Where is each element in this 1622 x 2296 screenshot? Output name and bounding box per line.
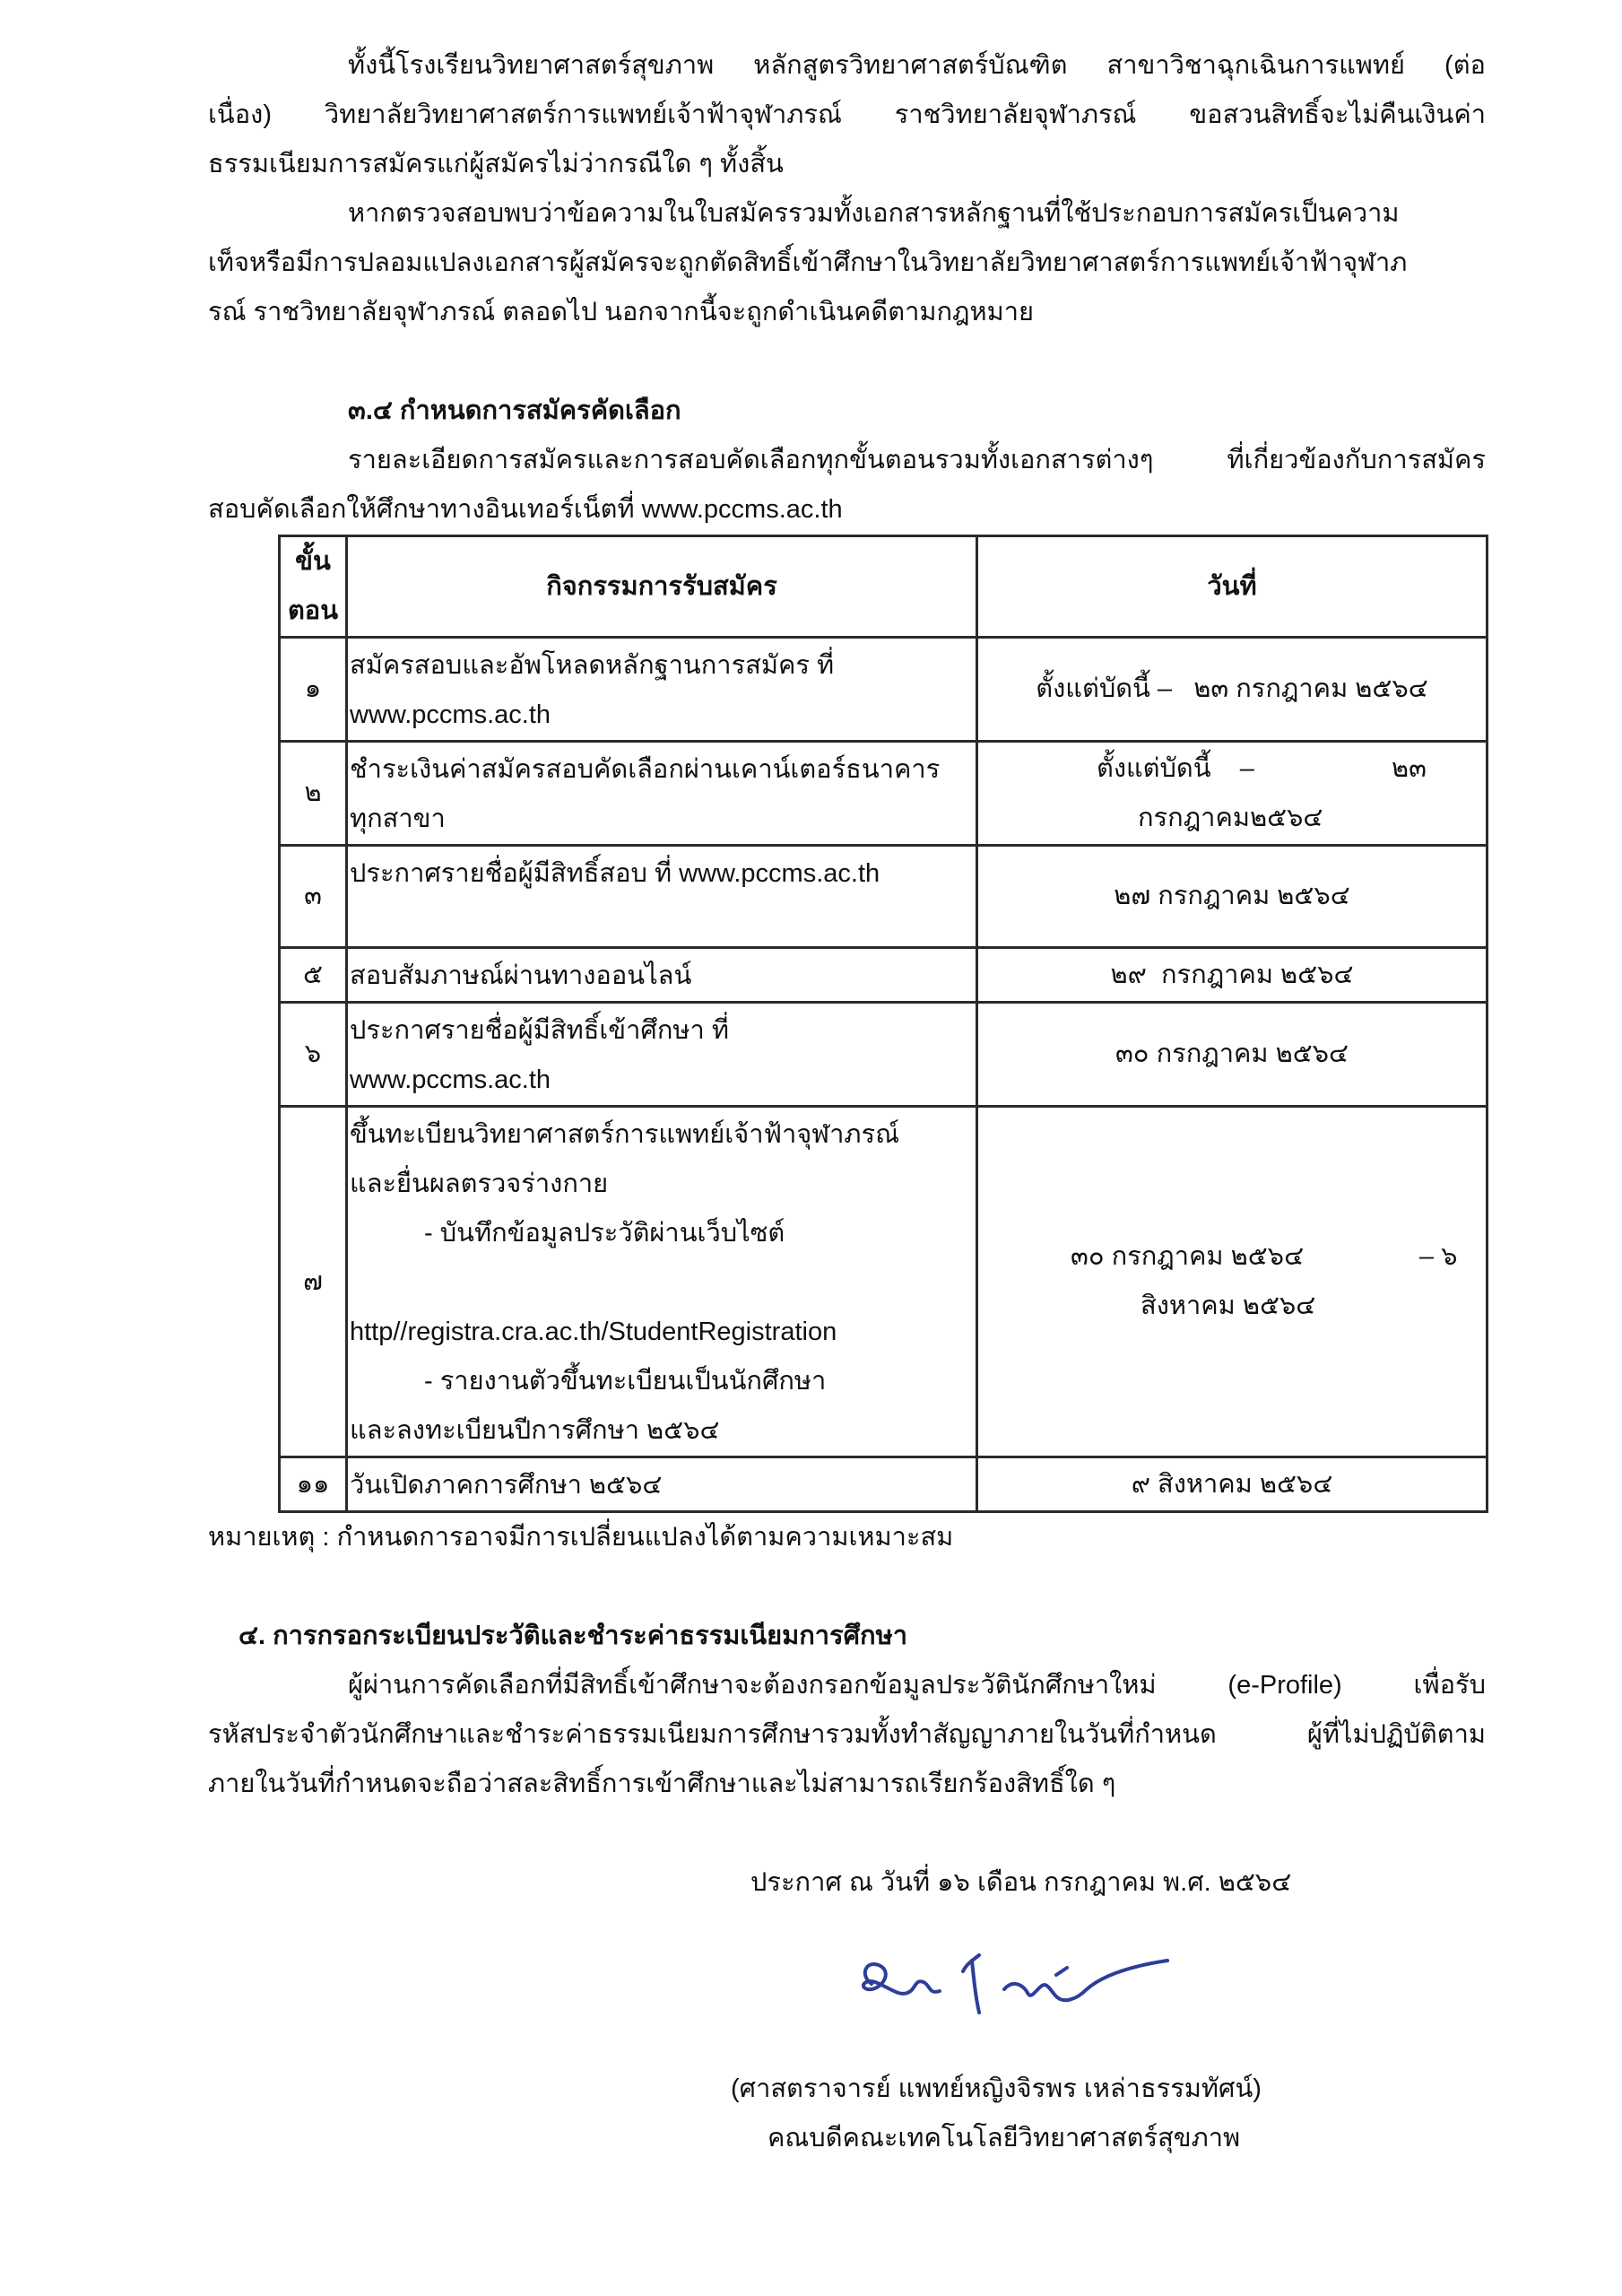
table-note: หมายเหตุ : กำหนดการอาจมีการเปลี่ยนแปลงได้ตามความเหมาะสม — [208, 1523, 954, 1552]
line-word: ราชวิทยาลัยจุฬาภรณ์ — [894, 100, 1137, 129]
table-row — [280, 948, 1488, 1003]
table-header-row — [280, 536, 1488, 638]
section-heading: ๔. การกรอกระเบียนประวัติและชำระค่าธรรมเนียมการศึกษา — [239, 1622, 907, 1650]
activity-line: ชำระเงินค่าสมัครสอบคัดเลือกผ่านเคาน์เตอร์ธนาคาร — [350, 755, 941, 784]
date-line: ตั้งแต่บัดนี้ – ๒๓ กรกฎาคม ๒๕๖๔ — [1036, 674, 1428, 703]
date-line: ๒๗ กรกฎาคม ๒๕๖๔ — [1114, 882, 1350, 910]
line-word: รหัสประจำตัวนักศึกษาและชำระค่าธรรมเนียมการศึกษารวมทั้งทำสัญญาภายในวันที่กำหนด — [208, 1720, 1217, 1749]
activity-line: สมัครสอบและอัพโหลดหลักฐานการสมัคร ที่ — [350, 651, 835, 680]
line-word: หลักสูตรวิทยาศาสตร์บัณฑิต — [753, 51, 1068, 80]
document-body — [208, 41, 1486, 2163]
step-number: ๕ — [280, 948, 347, 1003]
paragraph-line: ภายในวันที่กำหนดจะถือว่าสละสิทธิ์การเข้าศึกษาและไม่สามารถเรียกร้องสิทธิ์ใด ๆ — [208, 1770, 1116, 1798]
paragraph-line: เท็จหรือมีการปลอมแปลงเอกสารผู้สมัครจะถูกตัดสิทธิ์เข้าศึกษาในวิทยาลัยวิทยาศาสตร์การแพทย์เจ้าฟ้าจุฬาภ — [208, 248, 1408, 277]
activity-line: ประกาศรายชื่อผู้มีสิทธิ์เข้าศึกษา ที่ — [350, 1016, 729, 1045]
line-word: ทั้งนี้โรงเรียนวิทยาศาสตร์สุขภาพ — [348, 51, 715, 80]
activity-line: ประกาศรายชื่อผู้มีสิทธิ์สอบ ที่ www.pccms.ac.th — [350, 859, 880, 888]
paragraph-line — [208, 41, 1486, 91]
spacer — [208, 1809, 1486, 1858]
date-cell — [977, 846, 1488, 948]
signatory-name: (ศาสตราจารย์ แพทย์หญิงจิรพร เหล่าธรรมทัศน์) — [731, 2074, 1262, 2103]
spacer — [350, 1258, 976, 1308]
date-line: กรกฎาคม๒๕๖๔ — [1138, 803, 1323, 832]
date-line: ๙ สิงหาคม ๒๕๖๔ — [1131, 1469, 1333, 1499]
step-number: ๑ — [280, 638, 347, 742]
line-word: ผู้ที่ไม่ปฏิบัติตาม — [1306, 1720, 1486, 1749]
line-word: (ต่อ — [1444, 51, 1486, 80]
table-row — [280, 1003, 1488, 1107]
paragraph-line: ธรรมเนียมการสมัครแก่ผู้สมัครไม่ว่ากรณีใด ๆ ทั้งสิ้น — [208, 150, 784, 178]
step-number: ๗ — [280, 1107, 347, 1457]
date-line: ๓๐ กรกฎาคม ๒๕๖๔ — [1115, 1039, 1349, 1068]
line-word: (e-Profile) — [1227, 1671, 1342, 1700]
announcement-date: ประกาศ ณ วันที่ ๑๖ เดือน กรกฎาคม พ.ศ. ๒๕๖๔ — [750, 1868, 1292, 1897]
schedule-table — [278, 535, 1488, 1513]
step-number: ๓ — [280, 846, 347, 948]
signature — [852, 1934, 1184, 2032]
activity-subitem: - รายงานตัวขึ้นทะเบียนเป็นนักศึกษา — [424, 1367, 827, 1396]
line-word: สาขาวิชาฉุกเฉินการแพทย์ — [1106, 51, 1406, 80]
date-cell — [977, 948, 1488, 1003]
line-word: ที่เกี่ยวข้องกับการสมัคร — [1227, 446, 1486, 474]
line-word: ขอสวนสิทธิ์จะไม่คืนเงินค่า — [1189, 100, 1486, 129]
signature-stroke — [1056, 1968, 1067, 1975]
table-row — [280, 1107, 1488, 1457]
date-cell — [977, 638, 1488, 742]
header-step-line: ขั้น — [295, 547, 331, 576]
paragraph-line — [208, 1661, 1486, 1710]
activity-cell — [347, 1107, 977, 1457]
table-row — [280, 846, 1488, 948]
paragraph-line: รณ์ ราชวิทยาลัยจุฬาภรณ์ ตลอดไป นอกจากนี้จะถูกดำเนินคดีตามกฎหมาย — [208, 298, 1035, 326]
table-row — [280, 742, 1488, 846]
date-line: ๒๙ กรกฎาคม ๒๕๖๔ — [1110, 960, 1354, 989]
activity-cell — [347, 1003, 977, 1107]
paragraph-line — [208, 436, 1486, 485]
activity-subitem: - บันทึกข้อมูลประวัติผ่านเว็บไซต์ — [424, 1219, 785, 1248]
section-heading: ๓.๔ กำหนดการสมัครคัดเลือก — [348, 396, 681, 425]
header-date: วันที่ — [977, 536, 1488, 638]
date-cell — [977, 1457, 1488, 1512]
spacer — [208, 337, 1486, 387]
activity-cell — [347, 638, 977, 742]
table-row — [280, 1457, 1488, 1512]
activity-line: สอบสัมภาษณ์ผ่านทางออนไลน์ — [350, 961, 692, 990]
activity-line: www.pccms.ac.th — [350, 700, 551, 729]
activity-line: ขึ้นทะเบียนวิทยาศาสตร์การแพทย์เจ้าฟ้าจุฬาภรณ์ — [350, 1120, 899, 1149]
header-activity: กิจกรรมการรับสมัคร — [347, 536, 977, 638]
paragraph-line: สอบคัดเลือกให้ศึกษาทางอินเทอร์เน็ตที่ www.pccms.ac.th — [208, 495, 843, 524]
activity-cell — [347, 1457, 977, 1512]
line-word: ผู้ผ่านการคัดเลือกที่มีสิทธิ์เข้าศึกษาจะต้องกรอกข้อมูลประวัตินักศึกษาใหม่ — [348, 1671, 1157, 1700]
paragraph-line — [208, 1710, 1486, 1760]
signature-area — [208, 1908, 1486, 2065]
signature-strokes — [863, 1955, 1167, 2013]
activity-line: วันเปิดภาคการศึกษา ๒๕๖๔ — [350, 1471, 663, 1500]
line-word: เนื่อง) — [208, 100, 272, 129]
line-word: วิทยาลัยวิทยาศาสตร์การแพทย์เจ้าฟ้าจุฬาภรณ์ — [324, 100, 842, 129]
date-cell — [977, 1107, 1488, 1457]
line-word: เพื่อรับ — [1413, 1671, 1486, 1700]
header-step — [280, 536, 347, 638]
activity-line: และยื่นผลตรวจร่างกาย — [350, 1170, 609, 1198]
activity-line: ทุกสาขา — [350, 804, 446, 833]
spacer — [208, 1562, 1486, 1612]
date-line: ตั้งแต่บัดนี้ – ๒๓ — [1097, 753, 1427, 783]
signatory-position: คณบดีคณะเทคโนโลยีวิทยาศาสตร์สุขภาพ — [768, 2124, 1241, 2152]
line-word: รายละเอียดการสมัครและการสอบคัดเลือกทุกขั้นตอนรวมทั้งเอกสารต่างๆ — [348, 446, 1154, 474]
activity-cell — [347, 742, 977, 846]
date-line: ๓๐ กรกฎาคม ๒๕๖๔ – ๖ — [1071, 1242, 1458, 1271]
header-step-line: ตอน — [287, 596, 339, 625]
activity-cell — [347, 948, 977, 1003]
activity-url: http//registra.cra.ac.th/StudentRegistration — [350, 1318, 837, 1346]
signature-stroke — [972, 1961, 979, 2013]
paragraph-line — [208, 91, 1486, 140]
signature-stroke — [1004, 1961, 1167, 2000]
date-line: สิงหาคม ๒๕๖๔ — [1141, 1292, 1316, 1320]
paragraph-line: หากตรวจสอบพบว่าข้อความในใบสมัครรวมทั้งเอกสารหลักฐานที่ใช้ประกอบการสมัครเป็นความ — [348, 199, 1400, 228]
step-number: ๑๑ — [280, 1457, 347, 1512]
activity-line: www.pccms.ac.th — [350, 1065, 551, 1094]
signature-stroke — [863, 1964, 940, 1994]
date-cell — [977, 1003, 1488, 1107]
step-number: ๒ — [280, 742, 347, 846]
step-number: ๖ — [280, 1003, 347, 1107]
table-row — [280, 638, 1488, 742]
date-cell — [977, 742, 1488, 846]
activity-cell — [347, 846, 977, 948]
activity-line: และลงทะเบียนปีการศึกษา ๒๕๖๔ — [350, 1416, 720, 1445]
